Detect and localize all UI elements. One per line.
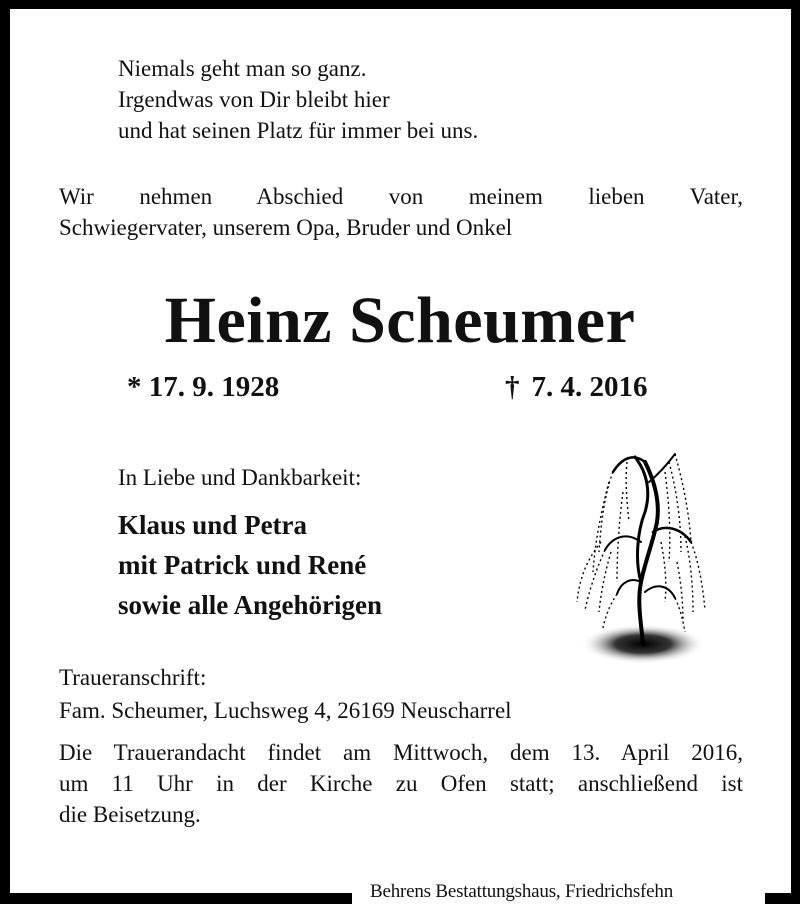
address-label: Traueranschrift: <box>59 665 207 690</box>
funeral-home-credit: Behrens Bestattungshaus, Friedrichsfehn <box>370 881 674 902</box>
mourners-list <box>118 505 382 625</box>
mourners-heading: In Liebe und Dankbarkeit: <box>118 465 362 490</box>
service-line: Die Trauerandacht findet am Mittwoch, dem 13. April 2016, <box>59 740 743 765</box>
address-value: Fam. Scheumer, Luchsweg 4, 26169 Neuscharrel <box>59 698 512 723</box>
cross-icon: † <box>505 371 520 403</box>
poem-line: und hat seinen Platz für immer bei uns. <box>118 118 479 143</box>
service-line: die Beisetzung. <box>59 802 201 827</box>
intro-line: Wir nehmen Abschied von meinem lieben Vater, <box>59 184 743 209</box>
mourner-line: sowie alle Angehörigen <box>118 590 382 620</box>
asterisk-icon: * <box>127 371 142 403</box>
death-date-value: 7. 4. 2016 <box>531 371 648 403</box>
service-info <box>59 737 743 830</box>
poem-line: Irgendwas von Dir bleibt hier <box>118 87 390 112</box>
birth-date-value: 17. 9. 1928 <box>148 371 280 403</box>
border-bottom-left-bar <box>0 893 352 904</box>
mourner-line: mit Patrick und René <box>118 550 367 580</box>
intro-line: Schwiegervater, unserem Opa, Bruder und Onkel <box>59 215 513 240</box>
mourning-address <box>59 661 512 727</box>
border-right <box>791 0 800 904</box>
death-date <box>505 371 648 404</box>
poem <box>118 53 478 146</box>
mourner-line: Klaus und Petra <box>118 510 308 540</box>
border-bottom-right-bar <box>765 893 800 904</box>
service-line: um 11 Uhr in der Kirche zu Ofen statt; anschließend ist <box>59 771 743 796</box>
weeping-willow-tree-icon <box>565 432 715 664</box>
poem-line: Niemals geht man so ganz. <box>118 56 367 81</box>
birth-date <box>127 371 279 404</box>
deceased-name: Heinz Scheumer <box>164 284 636 357</box>
farewell-intro <box>59 181 743 243</box>
